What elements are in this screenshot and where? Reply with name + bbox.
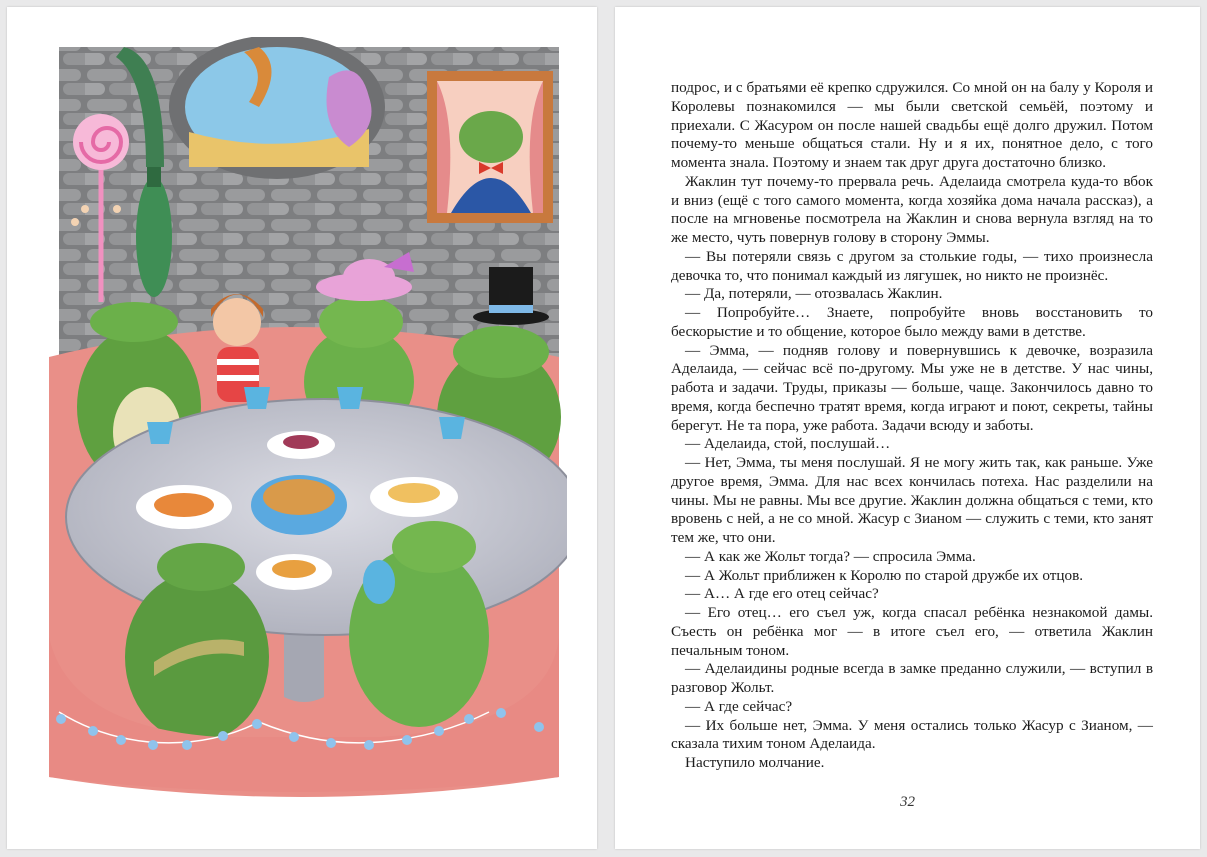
page-number: 32 xyxy=(900,794,915,810)
paragraph: Наступило молчание. xyxy=(685,754,825,771)
story-text xyxy=(671,79,1153,773)
paragraph: — Попробуйте… Знаете, попробуйте вновь восстановить то бескорыстие и то общение, которое было между вами в детстве. xyxy=(671,304,1153,340)
round-window xyxy=(169,37,385,179)
paragraph: подрос, и с братьями её крепко сдружился. Со мной он на балу у Короля и Королевы познакомился — мы были светской семьёй, поэтому и приехали. С Жасуром он после нашей свадьбы ещё долго дружил. Потом почему-то меньше общаться стали. Ну и я их, понятное дело, с того момента знала. Поэтому и знаем так друг друга достаточно близко. xyxy=(671,79,1153,171)
paragraph: Жаклин тут почему-то прервала речь. Аделаида смотрела куда-то вбок и вниз (ещё с того самого момента, когда хозяйка дома начала рассказ), а после на мгновенье посмотрела на Жаклин и снова вернула взгляд на то же место, чуть повернув голову в сторону Эммы. xyxy=(671,172,1153,246)
paragraph: — Нет, Эмма, ты меня послушай. Я не могу жить так, как раньше. Уже другое время, Эмма. Для нас всех кончилась потеха. Нас разделили на чины. Мы не равны. Мы все другие. Жаклин должна общаться с теми, кто вровень с ней, а не со мной. Жасур с Зианом — служить с теми, кто занят тем же, что они. xyxy=(671,454,1153,546)
paragraph: — А Жольт приближен к Королю по старой дружбе их отцов. xyxy=(685,566,1084,584)
paragraph: — А где сейчас? xyxy=(685,697,793,715)
paragraph: — Аделаидины родные всегда в замке преданно служили, — вступил в разговор Жольт. xyxy=(671,660,1153,696)
right-page xyxy=(615,7,1200,849)
paragraph: — А как же Жольт тогда? — спросила Эмма. xyxy=(685,547,976,565)
left-page xyxy=(7,7,597,849)
paragraph: — Их больше нет, Эмма. У меня остались только Жасур с Зианом, — сказала тихим тоном Аделаида. xyxy=(671,716,1153,753)
paragraph: — Да, потеряли, — отозвалась Жаклин. xyxy=(685,285,943,303)
story-illustration xyxy=(39,37,567,797)
paragraph: — Эмма, — подняв голову и повернувшись к девочке, возразила Аделаида, — сейчас всё по-другому. Мы уже не в детстве. У нас чины, работа и задачи. Труды, приказы — больше, чаще. Закончилось давно то время, когда беспечно тратят время, когда играют и поют, секреты, тайны берегут. Не та пора, уже работа. Задачи всюду и заботы. xyxy=(671,341,1153,434)
paragraph: — Аделаида, стой, послушай… xyxy=(685,435,891,453)
paragraph: — Вы потеряли связь с другом за столькие годы, — тихо произнесла девочка то, что понимал каждый из лягушек, но никто не произнёс. xyxy=(671,247,1153,284)
paragraph: — Его отец… его съел уж, когда спасал ребёнка незнакомой дамы. Съесть он ребёнка мог — в итоге съел его, — ответила Жаклин печальным тоном. xyxy=(671,604,1153,659)
paragraph: — А… А где его отец сейчас? xyxy=(685,585,879,603)
frog-portrait xyxy=(427,71,553,223)
